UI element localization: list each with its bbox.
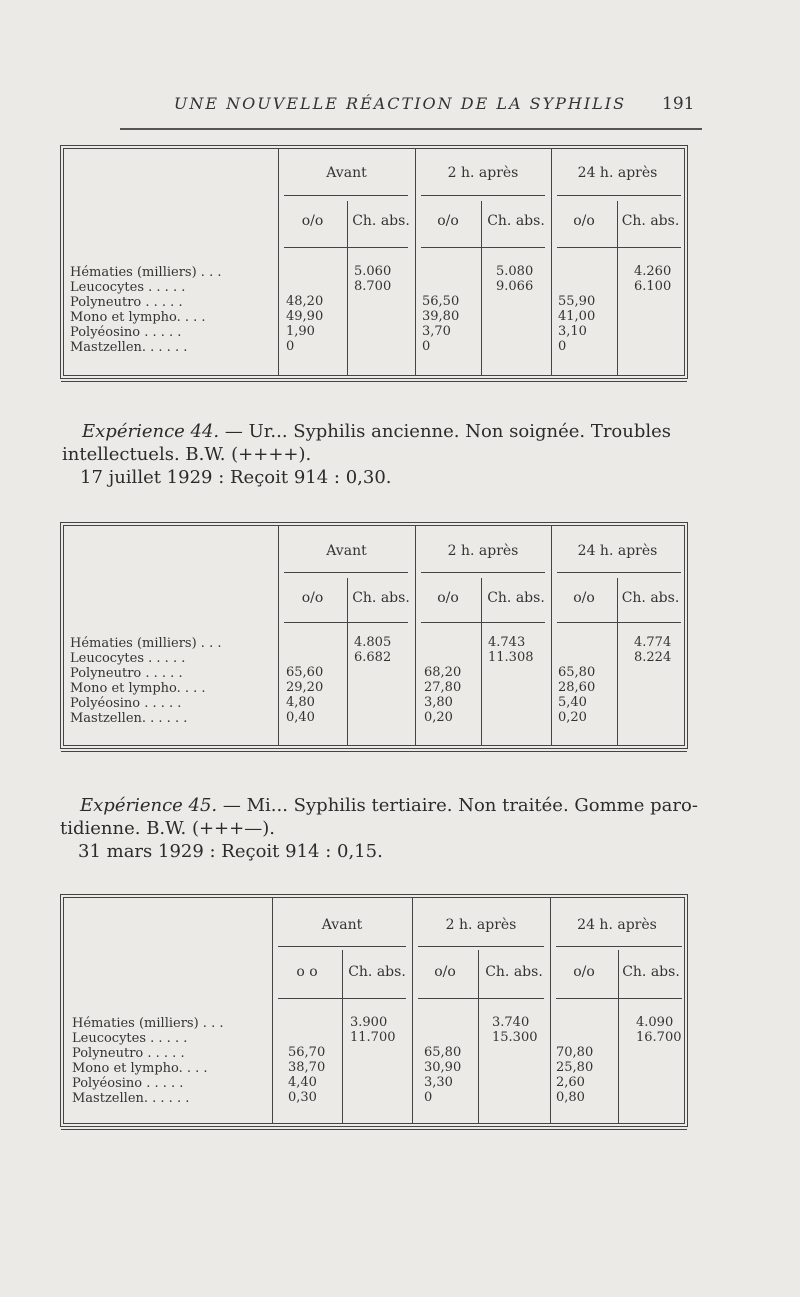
table-cell: 11.700 [350, 1030, 396, 1045]
table-cell: 70,80 [556, 1045, 594, 1060]
table-cell: 3,30 [424, 1075, 453, 1090]
table-cell: 55,90 [558, 294, 596, 309]
table-cell: 0,40 [286, 710, 315, 725]
table-cell: 27,80 [424, 680, 462, 695]
table-cell: 65,60 [286, 665, 324, 680]
table-cell: 3.900 [350, 1015, 388, 1030]
subcol-pct: o/o [573, 213, 595, 229]
table-cell [354, 711, 391, 726]
row-label-polyneutro: Polyneutro . . . . . [70, 666, 183, 681]
table-cell [286, 265, 323, 280]
table-cell [424, 1031, 461, 1046]
subcol-abs: Ch. abs. [485, 964, 543, 980]
col-24h-apres: 24 h. après [577, 165, 658, 181]
table-cell: 56,70 [288, 1045, 326, 1060]
table-cell [424, 1016, 461, 1031]
experiment-45-title: Expérience 45. [80, 795, 218, 816]
table-cell: 0,20 [558, 710, 587, 725]
table-cell [634, 295, 671, 310]
table-cell [424, 651, 461, 666]
table-cell [556, 1031, 593, 1046]
table-cell [488, 666, 534, 681]
experiment-45-line-1 [80, 794, 698, 818]
row-label-mastzellen: Mastzellen. . . . . . [70, 340, 188, 355]
table-cell: 9.066 [496, 279, 534, 294]
row-label-mono-lympho: Mono et lympho. . . . [72, 1061, 208, 1076]
table-cell: 39,80 [422, 309, 460, 324]
table-cell: 0,30 [288, 1090, 317, 1105]
experiment-45-line-2: tidienne. B.W. (+++—). [60, 818, 275, 839]
table-cell: 0 [422, 339, 431, 354]
subcol-pct: o/o [301, 590, 324, 606]
table-cell: 3,10 [558, 324, 587, 339]
table-cell: 5,40 [558, 695, 587, 710]
cell-column [634, 265, 671, 355]
table-cell: 28,60 [558, 680, 596, 695]
row-label-leucocytes: Leucocytes . . . . . [70, 280, 186, 295]
table-cell [634, 325, 671, 340]
table-cell [496, 340, 533, 355]
cell-column [492, 1016, 538, 1106]
experiment-44-title: Expérience 44. [82, 421, 220, 442]
table-cell [496, 295, 533, 310]
cell-column [354, 636, 391, 726]
table-cell [636, 1076, 682, 1091]
subcol-pct: o/o [437, 590, 459, 606]
cell-column [350, 1016, 396, 1106]
table-2 [63, 525, 685, 746]
row-label-mastzellen: Mastzellen. . . . . . [70, 711, 188, 726]
row-label-leucocytes: Leucocytes . . . . . [72, 1031, 188, 1046]
table-1 [63, 148, 685, 376]
table-cell [354, 696, 391, 711]
table-cell: 2,60 [556, 1075, 585, 1090]
table-cell [634, 681, 671, 696]
col-24h-apres: 24 h. après [577, 917, 657, 933]
table-cell: 29,20 [286, 680, 324, 695]
table-cell: 41,00 [558, 309, 596, 324]
cell-column [424, 1016, 461, 1106]
subcol-abs: Ch. abs. [487, 213, 545, 229]
table-cell [558, 280, 595, 295]
table-3 [63, 897, 685, 1124]
table-cell [556, 1016, 593, 1031]
table-cell: 0 [424, 1090, 433, 1105]
table-cell [634, 696, 671, 711]
table-cell: 4,40 [288, 1075, 317, 1090]
cell-column [286, 265, 323, 355]
col-2h-apres: 2 h. après [447, 165, 519, 181]
col-avant: Avant [326, 543, 367, 559]
table-cell: 4.260 [634, 264, 672, 279]
table-cell: 0 [558, 339, 567, 354]
table-cell: 4,80 [286, 695, 315, 710]
table-cell: 25,80 [556, 1060, 594, 1075]
table-cell [492, 1091, 538, 1106]
table-cell: 4.774 [634, 635, 672, 650]
col-24h-apres: 24 h. après [577, 543, 658, 559]
table-cell [492, 1046, 538, 1061]
row-label-mono-lympho: Mono et lympho. . . . [70, 681, 206, 696]
table-cell [634, 340, 671, 355]
header-rule [120, 128, 702, 130]
experiment-44-line-2: intellectuels. B.W. (++++). [62, 444, 312, 465]
row-label-polyeosino: Polyéosino . . . . . [72, 1076, 184, 1091]
table-cell [636, 1046, 682, 1061]
cell-column [288, 1016, 325, 1106]
table-cell [492, 1076, 538, 1091]
table-cell [424, 636, 461, 651]
table-cell [354, 310, 391, 325]
cell-column [422, 265, 459, 355]
row-label-mastzellen: Mastzellen. . . . . . [72, 1091, 190, 1106]
subcol-abs: Ch. abs. [352, 590, 410, 606]
table-cell [488, 681, 534, 696]
subcol-pct: o/o [573, 590, 595, 606]
table-cell: 56,50 [422, 294, 460, 309]
cell-column [634, 636, 671, 726]
table-cell: 4.743 [488, 635, 526, 650]
col-avant: Avant [321, 917, 363, 933]
table-cell [492, 1061, 538, 1076]
table-cell: 5.060 [354, 264, 392, 279]
table-cell [558, 651, 595, 666]
table-cell [488, 696, 534, 711]
row-label-polyneutro: Polyneutro . . . . . [70, 295, 183, 310]
cell-column [636, 1016, 682, 1106]
table-cell: 1,90 [286, 324, 315, 339]
table-cell [634, 711, 671, 726]
subcol-abs: Ch. abs. [487, 590, 545, 606]
table-cell [496, 325, 533, 340]
table-cell: 15.300 [492, 1030, 538, 1045]
table-cell: 11.308 [488, 650, 534, 665]
cell-column [556, 1016, 593, 1106]
col-2h-apres: 2 h. après [447, 543, 519, 559]
row-label-polyeosino: Polyéosino . . . . . [70, 325, 182, 340]
running-header-title: UNE NOUVELLE RÉACTION DE LA SYPHILIS [173, 94, 627, 113]
table-cell: 65,80 [558, 665, 596, 680]
table-cell: 8.224 [634, 650, 672, 665]
row-label-hematies: Hématies (milliers) . . . [72, 1016, 224, 1031]
cell-column [488, 636, 534, 726]
table-cell [422, 265, 459, 280]
table-cell [288, 1016, 325, 1031]
table-cell: 4.090 [636, 1015, 674, 1030]
table-cell: 48,20 [286, 294, 324, 309]
table-cell [350, 1061, 396, 1076]
row-label-mono-lympho: Mono et lympho. . . . [70, 310, 206, 325]
row-label-hematies: Hématies (milliers) . . . [70, 636, 222, 651]
cell-column [286, 636, 323, 726]
table-cell: 3,70 [422, 324, 451, 339]
table-cell [354, 681, 391, 696]
experiment-45-line-3: 31 mars 1929 : Reçoit 914 : 0,15. [78, 841, 383, 862]
subcol-pct: o/o [437, 213, 459, 229]
table-cell: 6.100 [634, 279, 672, 294]
table-cell [354, 325, 391, 340]
subcol-abs: Ch. abs. [621, 213, 680, 229]
cell-column [558, 636, 595, 726]
table-cell: 8.700 [354, 279, 392, 294]
table-cell: 4.805 [354, 635, 392, 650]
table-cell: 0,80 [556, 1090, 585, 1105]
cell-column [558, 265, 595, 355]
table-cell [558, 265, 595, 280]
subcol-pct: o/o [301, 213, 324, 229]
cell-column [354, 265, 391, 355]
table-cell [354, 295, 391, 310]
table-cell: 6.682 [354, 650, 392, 665]
table-cell [286, 280, 323, 295]
table-cell: 0,20 [424, 710, 453, 725]
row-label-polyeosino: Polyéosino . . . . . [70, 696, 182, 711]
table-cell [558, 636, 595, 651]
table-cell: 5.080 [496, 264, 534, 279]
table-cell: 16.700 [636, 1030, 682, 1045]
table-cell [286, 651, 323, 666]
cell-column [424, 636, 461, 726]
table-cell [350, 1046, 396, 1061]
row-label-leucocytes: Leucocytes . . . . . [70, 651, 186, 666]
subcol-pct: o/o [434, 964, 456, 980]
table-cell [288, 1031, 325, 1046]
table-cell [496, 310, 533, 325]
table-cell [350, 1091, 396, 1106]
table-cell: 38,70 [288, 1060, 326, 1075]
table-cell: 0 [286, 339, 295, 354]
table-cell [634, 666, 671, 681]
row-label-hematies: Hématies (milliers) . . . [70, 265, 222, 280]
table-cell [634, 310, 671, 325]
table-cell: 65,80 [424, 1045, 462, 1060]
experiment-44-line-1 [82, 420, 671, 444]
table-cell [350, 1076, 396, 1091]
col-2h-apres: 2 h. après [445, 917, 517, 933]
table-cell: 30,90 [424, 1060, 462, 1075]
experiment-45-line-1-text: — Mi... Syphilis tertiaire. Non traitée. Gomme paro- [217, 795, 698, 816]
table-cell [422, 280, 459, 295]
experiment-44-line-1-text: — Ur... Syphilis ancienne. Non soignée. Troubles [219, 421, 672, 442]
table-cell: 3.740 [492, 1015, 530, 1030]
subcol-pct: o o [296, 964, 318, 980]
table-cell [488, 711, 534, 726]
table-cell [636, 1091, 682, 1106]
table-cell [636, 1061, 682, 1076]
subcol-abs: Ch. abs. [621, 590, 680, 606]
cell-column [496, 265, 533, 355]
table-cell: 3,80 [424, 695, 453, 710]
experiment-44-line-3: 17 juillet 1929 : Reçoit 914 : 0,30. [80, 467, 392, 488]
table-cell [286, 636, 323, 651]
table-cell [354, 340, 391, 355]
col-avant: Avant [326, 165, 367, 181]
subcol-pct: o/o [573, 964, 595, 980]
table-cell [354, 666, 391, 681]
row-label-polyneutro: Polyneutro . . . . . [72, 1046, 185, 1061]
page-number: 191 [662, 94, 695, 114]
subcol-abs: Ch. abs. [348, 964, 406, 980]
table-cell: 68,20 [424, 665, 462, 680]
table-cell: 49,90 [286, 309, 324, 324]
subcol-abs: Ch. abs. [622, 964, 680, 980]
subcol-abs: Ch. abs. [352, 213, 410, 229]
